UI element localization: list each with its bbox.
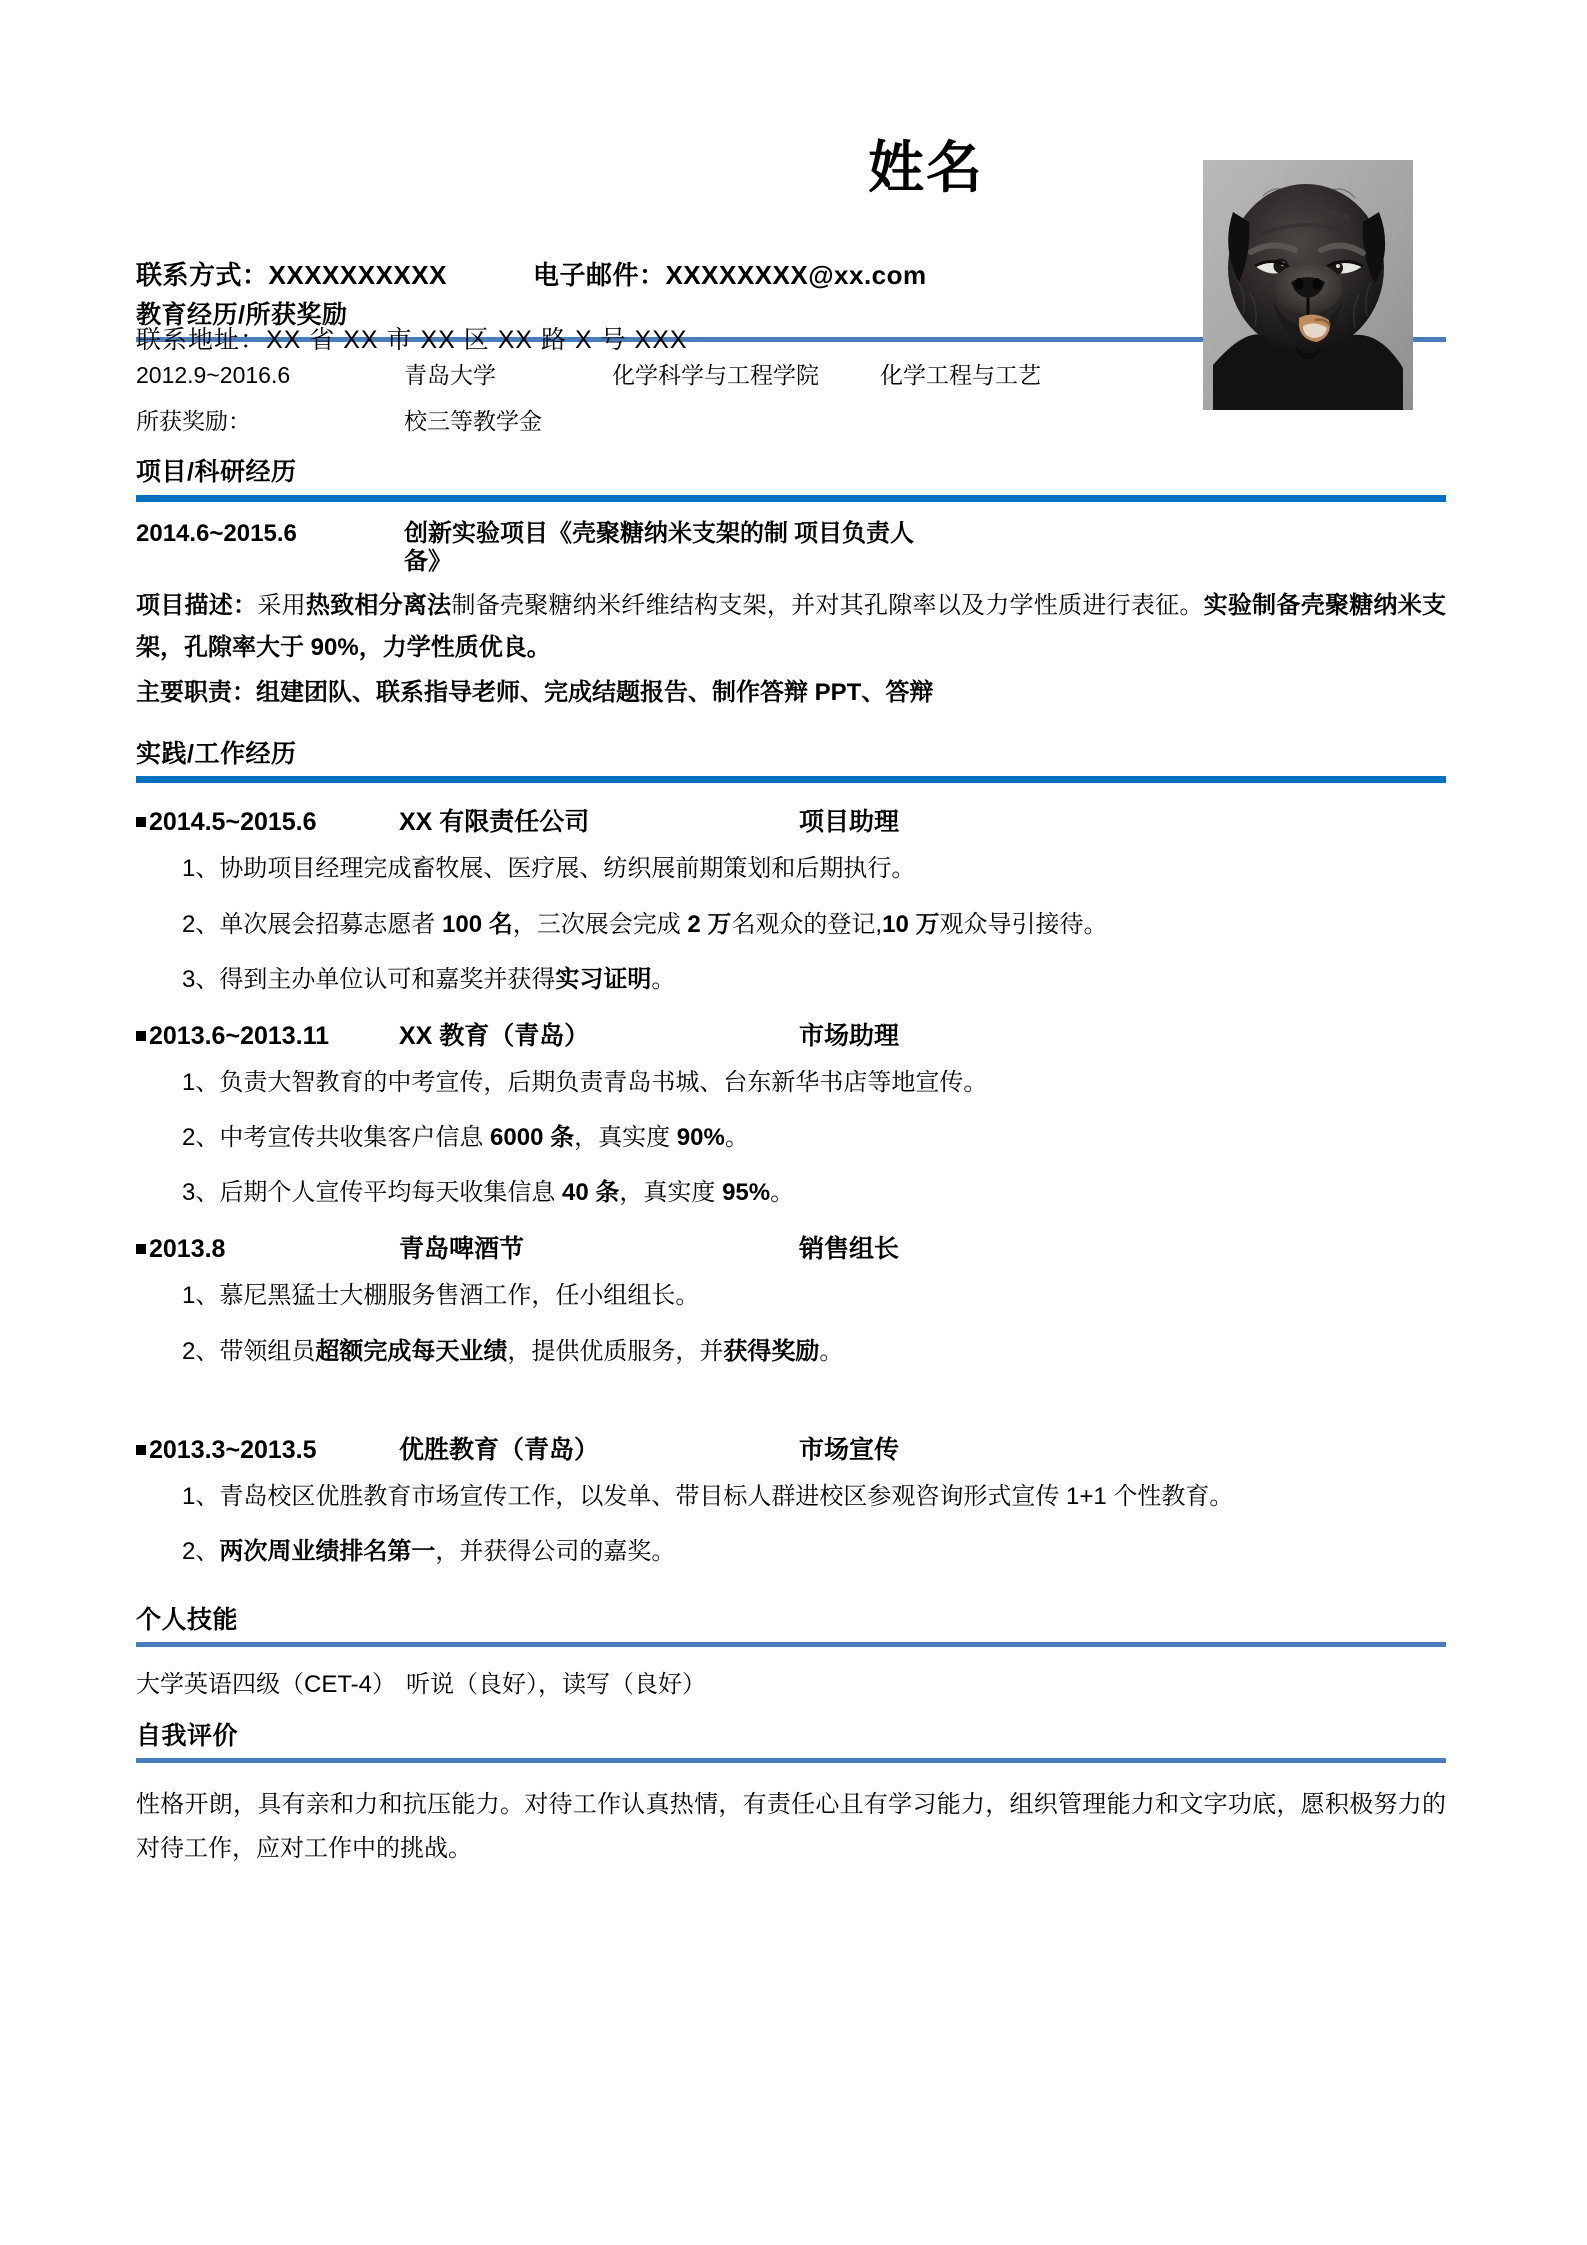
list-item (136, 841, 1446, 896)
section-title-skills: 个人技能 (136, 1606, 239, 1635)
project-desc-text-1: 采用 (257, 592, 306, 620)
bullet-text: 中考宣传共收集客户信息 (219, 1124, 491, 1152)
work-entry (136, 1421, 1446, 1579)
section-skills (136, 1605, 1446, 1706)
email-label: 电子邮件： (532, 260, 666, 290)
work-bullets (136, 839, 1446, 1007)
bullet-highlight: 超额完成每天业绩 (315, 1337, 508, 1365)
project-desc-highlight-1: 热致相分离法 (305, 592, 452, 620)
evaluation-text: 性格开朗，具有亲和力和抗压能力。对待工作认真热情，有责任心且有学习能力，组织管理能力和文字功底，愿积极努力的对待工作，应对工作中的挑战。 (136, 1791, 1446, 1863)
work-entry (136, 793, 1446, 1007)
work-entry-header (136, 793, 1446, 839)
phone-label: 联系方式： (136, 260, 269, 290)
work-entry (136, 1220, 1446, 1378)
bullet-highlight: 获得奖励 (723, 1337, 820, 1365)
list-item (136, 1324, 1446, 1379)
section-divider-skills (136, 1642, 1446, 1647)
bullet-text: 。 (724, 1124, 749, 1152)
project-role: 项目负责人 (794, 519, 914, 547)
skill-detail: 听说（良好），读写（良好） (406, 1671, 706, 1699)
bullet-highlight: 40 条 (562, 1179, 620, 1207)
work-date: 2013.3~2013.5 (149, 1435, 317, 1464)
section-divider-evaluation (136, 1758, 1446, 1763)
bullet-square-icon (136, 817, 146, 827)
work-date: 2013.6~2013.11 (149, 1021, 330, 1050)
spacer (136, 443, 1446, 457)
address-line (136, 320, 688, 356)
section-work (136, 739, 1446, 1579)
resume-content (136, 0, 1446, 1872)
bullet-number: 1、 (182, 1282, 220, 1310)
bullet-square-icon (136, 1445, 146, 1455)
bullet-highlight: 95% (722, 1179, 771, 1207)
bullet-text: 负责大智教育的中考宣传，后期负责青岛书城、台东新华书店等地宣传。 (219, 1068, 988, 1096)
bullet-number: 2、 (182, 910, 220, 938)
bullet-highlight: 2 万 (687, 910, 732, 938)
bullet-text: 。 (819, 1337, 844, 1365)
section-title-evaluation: 自我评价 (136, 1721, 239, 1750)
bullet-text: 协助项目经理完成畜牧展、医疗展、纺织展前期策划和后期执行。 (219, 855, 916, 883)
section-divider-work (136, 776, 1446, 783)
bullet-number: 3、 (182, 965, 220, 993)
email-value: XXXXXXXX@xx.com (665, 260, 927, 290)
spacer (136, 1579, 1446, 1605)
list-item (136, 952, 1446, 1007)
work-organization: XX 教育（青岛） (399, 1021, 590, 1050)
bullet-number: 1、 (182, 1482, 220, 1510)
section-title-work: 实践/工作经历 (136, 740, 297, 769)
project-desc-text-2: 制备壳聚糖纳米纤维结构支架，并对其孔隙率以及力学性质进行表征。 (451, 592, 1204, 620)
bullet-text: 。 (651, 965, 676, 993)
bullet-number: 1、 (182, 1068, 220, 1096)
project-date: 2014.6~2015.6 (136, 519, 297, 547)
skill-name: 大学英语四级（CET-4） (136, 1671, 397, 1699)
project-name: 创新实验项目《壳聚糖纳米支架的制备》 (404, 519, 788, 576)
section-project (136, 457, 1446, 713)
work-role: 销售组长 (799, 1235, 900, 1264)
work-entry (136, 1007, 1446, 1221)
avatar (1203, 160, 1413, 410)
spacer (136, 1379, 1446, 1421)
page-title: 姓名 (868, 136, 984, 199)
award-label: 所获奖励： (136, 407, 251, 434)
bullet-number: 1、 (182, 855, 220, 883)
spacer (136, 713, 1446, 739)
bullet-number: 2、 (182, 1124, 220, 1152)
project-desc-highlight-2: 实验制备壳聚糖纳米支架，孔隙率大于 90%，力学性质优良。 (136, 592, 1447, 661)
list-item (136, 1268, 1446, 1323)
work-date: 2013.8 (149, 1235, 226, 1264)
address-label: 联系地址： (136, 326, 267, 354)
work-role: 市场宣传 (799, 1435, 900, 1464)
bullet-text: ，并获得公司的嘉奖。 (435, 1538, 676, 1566)
bullet-text: 单次展会招募志愿者 (219, 910, 443, 938)
award-spacer-b (880, 408, 1446, 436)
work-role: 项目助理 (799, 808, 900, 837)
section-evaluation (136, 1721, 1446, 1872)
education-college: 化学科学与工程学院 (612, 362, 819, 389)
skill-row (136, 1657, 1446, 1706)
bullet-highlight: 实习证明 (555, 965, 652, 993)
work-entry-header (136, 1220, 1446, 1266)
spacer (136, 1707, 1446, 1721)
list-item (136, 897, 1446, 952)
bullet-square-icon (136, 1244, 146, 1254)
work-organization: XX 有限责任公司 (399, 808, 590, 837)
bullet-text: ，真实度 (574, 1124, 677, 1152)
bullet-text: 。 (770, 1179, 795, 1207)
work-bullets (136, 1266, 1446, 1378)
list-item (136, 1524, 1446, 1579)
bullet-text: ，真实度 (619, 1179, 723, 1207)
bullet-number: 3、 (182, 1179, 220, 1207)
work-bullets (136, 1053, 1446, 1221)
bullet-highlight: 10 万 (882, 910, 940, 938)
work-organization: 优胜教育（青岛） (399, 1435, 600, 1464)
bullet-square-icon (136, 1031, 146, 1041)
project-duties: 主要职责：组建团队、联系指导老师、完成结题报告、制作答辩 PPT、答辩 (136, 678, 934, 706)
award-spacer-a (612, 408, 880, 436)
bullet-text: 得到主办单位认可和嘉奖并获得 (219, 965, 556, 993)
education-school: 青岛大学 (404, 362, 496, 389)
bullet-highlight: 90% (676, 1124, 725, 1152)
list-item (136, 1110, 1446, 1165)
work-role: 市场助理 (799, 1021, 900, 1050)
bullet-number: 2、 (182, 1538, 220, 1566)
bullet-highlight: 100 名 (442, 910, 513, 938)
work-entry-header (136, 1421, 1446, 1467)
work-organization: 青岛啤酒节 (399, 1235, 525, 1264)
bullet-number: 2、 (182, 1337, 220, 1365)
list-item (136, 1165, 1446, 1220)
bullet-text: ，三次展会完成 (512, 910, 688, 938)
phone-value: XXXXXXXXXX (268, 260, 447, 290)
bullet-text: 慕尼黑猛士大棚服务售酒工作，任小组组长。 (219, 1282, 700, 1310)
list-item (136, 1055, 1446, 1110)
bullet-highlight: 6000 条 (490, 1124, 575, 1152)
work-bullets (136, 1467, 1446, 1579)
section-title-education: 教育经历/所获奖励 (136, 301, 348, 329)
address-value: XX 省 XX 市 XX 区 XX 路 X 号 XXX (266, 326, 688, 354)
project-header-row (136, 512, 1446, 582)
bullet-text: 名观众的登记, (731, 910, 883, 938)
contact-line (136, 255, 1136, 292)
bullet-text: 青岛校区优胜教育市场宣传工作，以发单、带目标人群进校区参观咨询形式宣传 1+1 个性教育。 (219, 1482, 1234, 1510)
bullet-text: 观众导引接待。 (939, 910, 1108, 938)
work-date: 2014.5~2015.6 (149, 808, 317, 837)
section-divider-project (136, 495, 1446, 502)
project-desc-label: 项目描述： (136, 592, 258, 620)
bullet-text: 后期个人宣传平均每天收集信息 (219, 1179, 563, 1207)
section-title-project: 项目/科研经历 (136, 458, 297, 487)
work-entry-header (136, 1007, 1446, 1053)
bullet-text: ，提供优质服务，并 (507, 1337, 724, 1365)
bullet-text: 带领组员 (219, 1337, 316, 1365)
education-major: 化学工程与工艺 (880, 362, 1041, 389)
bullet-highlight: 两次周业绩排名第一 (219, 1538, 436, 1566)
project-description (136, 581, 1446, 668)
list-item (136, 1469, 1446, 1524)
education-date: 2012.9~2016.6 (136, 362, 291, 389)
award-value: 校三等教学金 (404, 407, 542, 434)
